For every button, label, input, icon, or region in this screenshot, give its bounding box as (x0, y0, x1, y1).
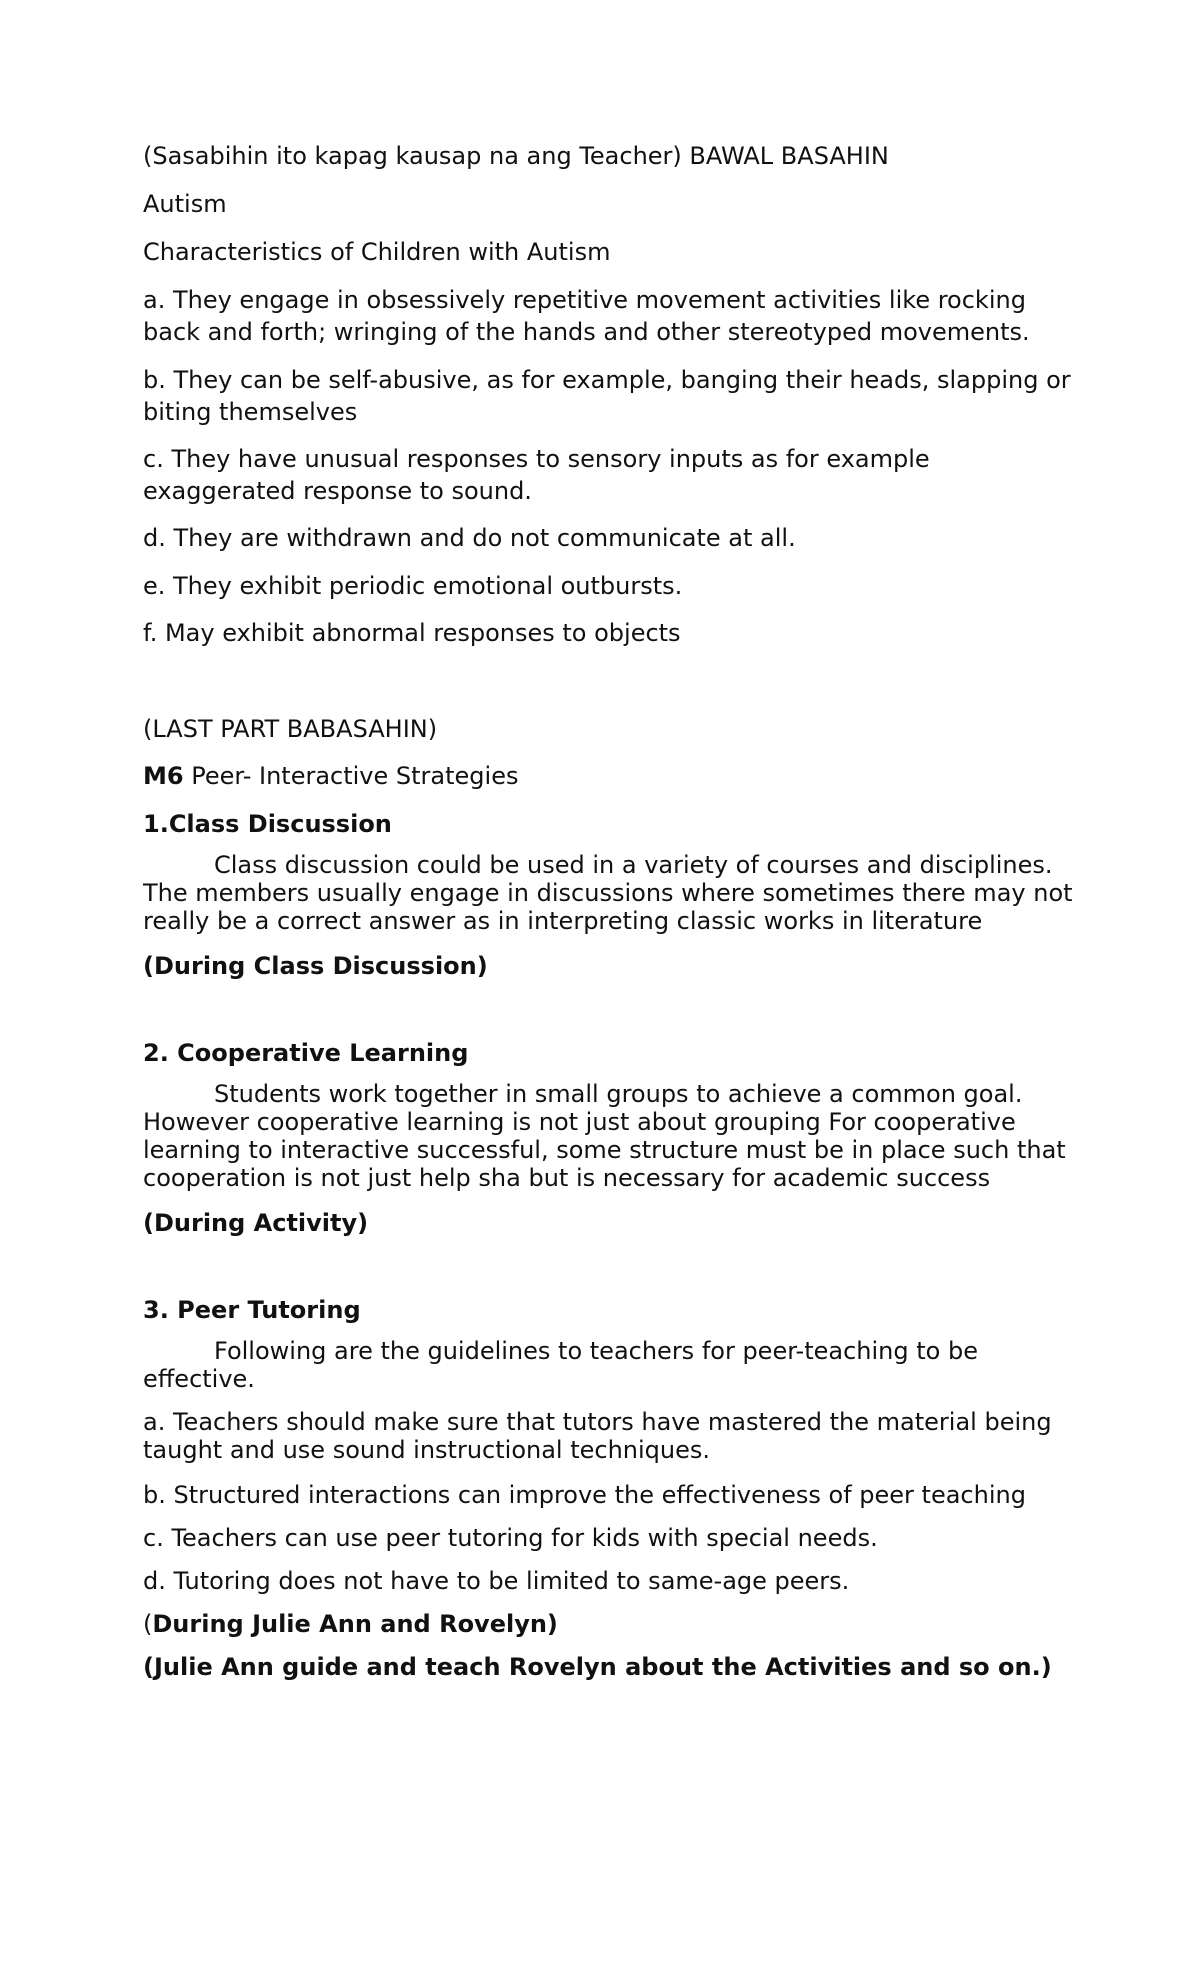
cooperative-learning-heading: 2. Cooperative Learning (143, 1039, 469, 1067)
cooperative-learning-cue: (During Activity) (143, 1209, 369, 1237)
last-part-note: (LAST PART BABASAHIN) (143, 715, 438, 743)
peer-tutoring-cue-paren: ( (143, 1610, 153, 1638)
peer-tutoring-item-a: a. Teachers should make sure that tutors have mastered the material being taught and use sound instructional techniques. (143, 1408, 1052, 1464)
peer-tutoring-cue-2: (Julie Ann guide and teach Rovelyn about the Activities and so on.) (143, 1653, 1052, 1681)
peer-tutoring-item-c: c. Teachers can use peer tutoring for kids with special needs. (143, 1524, 878, 1552)
peer-tutoring-cue-line (143, 1608, 1083, 1640)
intro-item-e: e. They exhibit periodic emotional outbursts. (143, 572, 683, 600)
intro-item-c: c. They have unusual responses to sensory inputs as for example exaggerated response to sound. (143, 445, 930, 505)
peer-tutoring-cue: During Julie Ann and Rovelyn) (152, 1610, 558, 1638)
cooperative-learning-body: Students work together in small groups to achieve a common goal. However cooperative learning is not just about grouping For cooperative learning to interactive successful, some structure must be in place such that cooperation is not just help sha but is necessary for academic success (143, 1080, 1066, 1192)
class-discussion-body: Class discussion could be used in a variety of courses and disciplines. The members usually engage in discussions where sometimes there may not really be a correct answer as in interpreting classic works in literature (143, 851, 1073, 935)
module-title: Peer- Interactive Strategies (183, 762, 519, 790)
intro-note: (Sasabihin ito kapag kausap na ang Teacher) BAWAL BASAHIN (143, 142, 889, 170)
class-discussion-heading: 1.Class Discussion (143, 810, 392, 838)
peer-tutoring-heading: 3. Peer Tutoring (143, 1296, 361, 1324)
peer-tutoring-item-b: b. Structured interactions can improve the effectiveness of peer teaching (143, 1481, 1026, 1509)
module-code: M6 (143, 762, 184, 790)
module-title-line (143, 760, 1083, 792)
intro-topic: Autism (143, 190, 227, 218)
intro-item-b: b. They can be self-abusive, as for example, banging their heads, slapping or biting themselves (143, 366, 1071, 426)
class-discussion-cue: (During Class Discussion) (143, 952, 488, 980)
intro-item-a: a. They engage in obsessively repetitive movement activities like rocking back and forth; wringing of the hands and other stereotyped movements. (143, 286, 1030, 346)
peer-tutoring-item-d: d. Tutoring does not have to be limited to same-age peers. (143, 1567, 850, 1595)
peer-tutoring-body: Following are the guidelines to teachers for peer-teaching to be effective. (143, 1337, 978, 1393)
intro-item-d: d. They are withdrawn and do not communicate at all. (143, 524, 796, 552)
intro-item-f: f. May exhibit abnormal responses to objects (143, 619, 681, 647)
intro-heading: Characteristics of Children with Autism (143, 238, 611, 266)
